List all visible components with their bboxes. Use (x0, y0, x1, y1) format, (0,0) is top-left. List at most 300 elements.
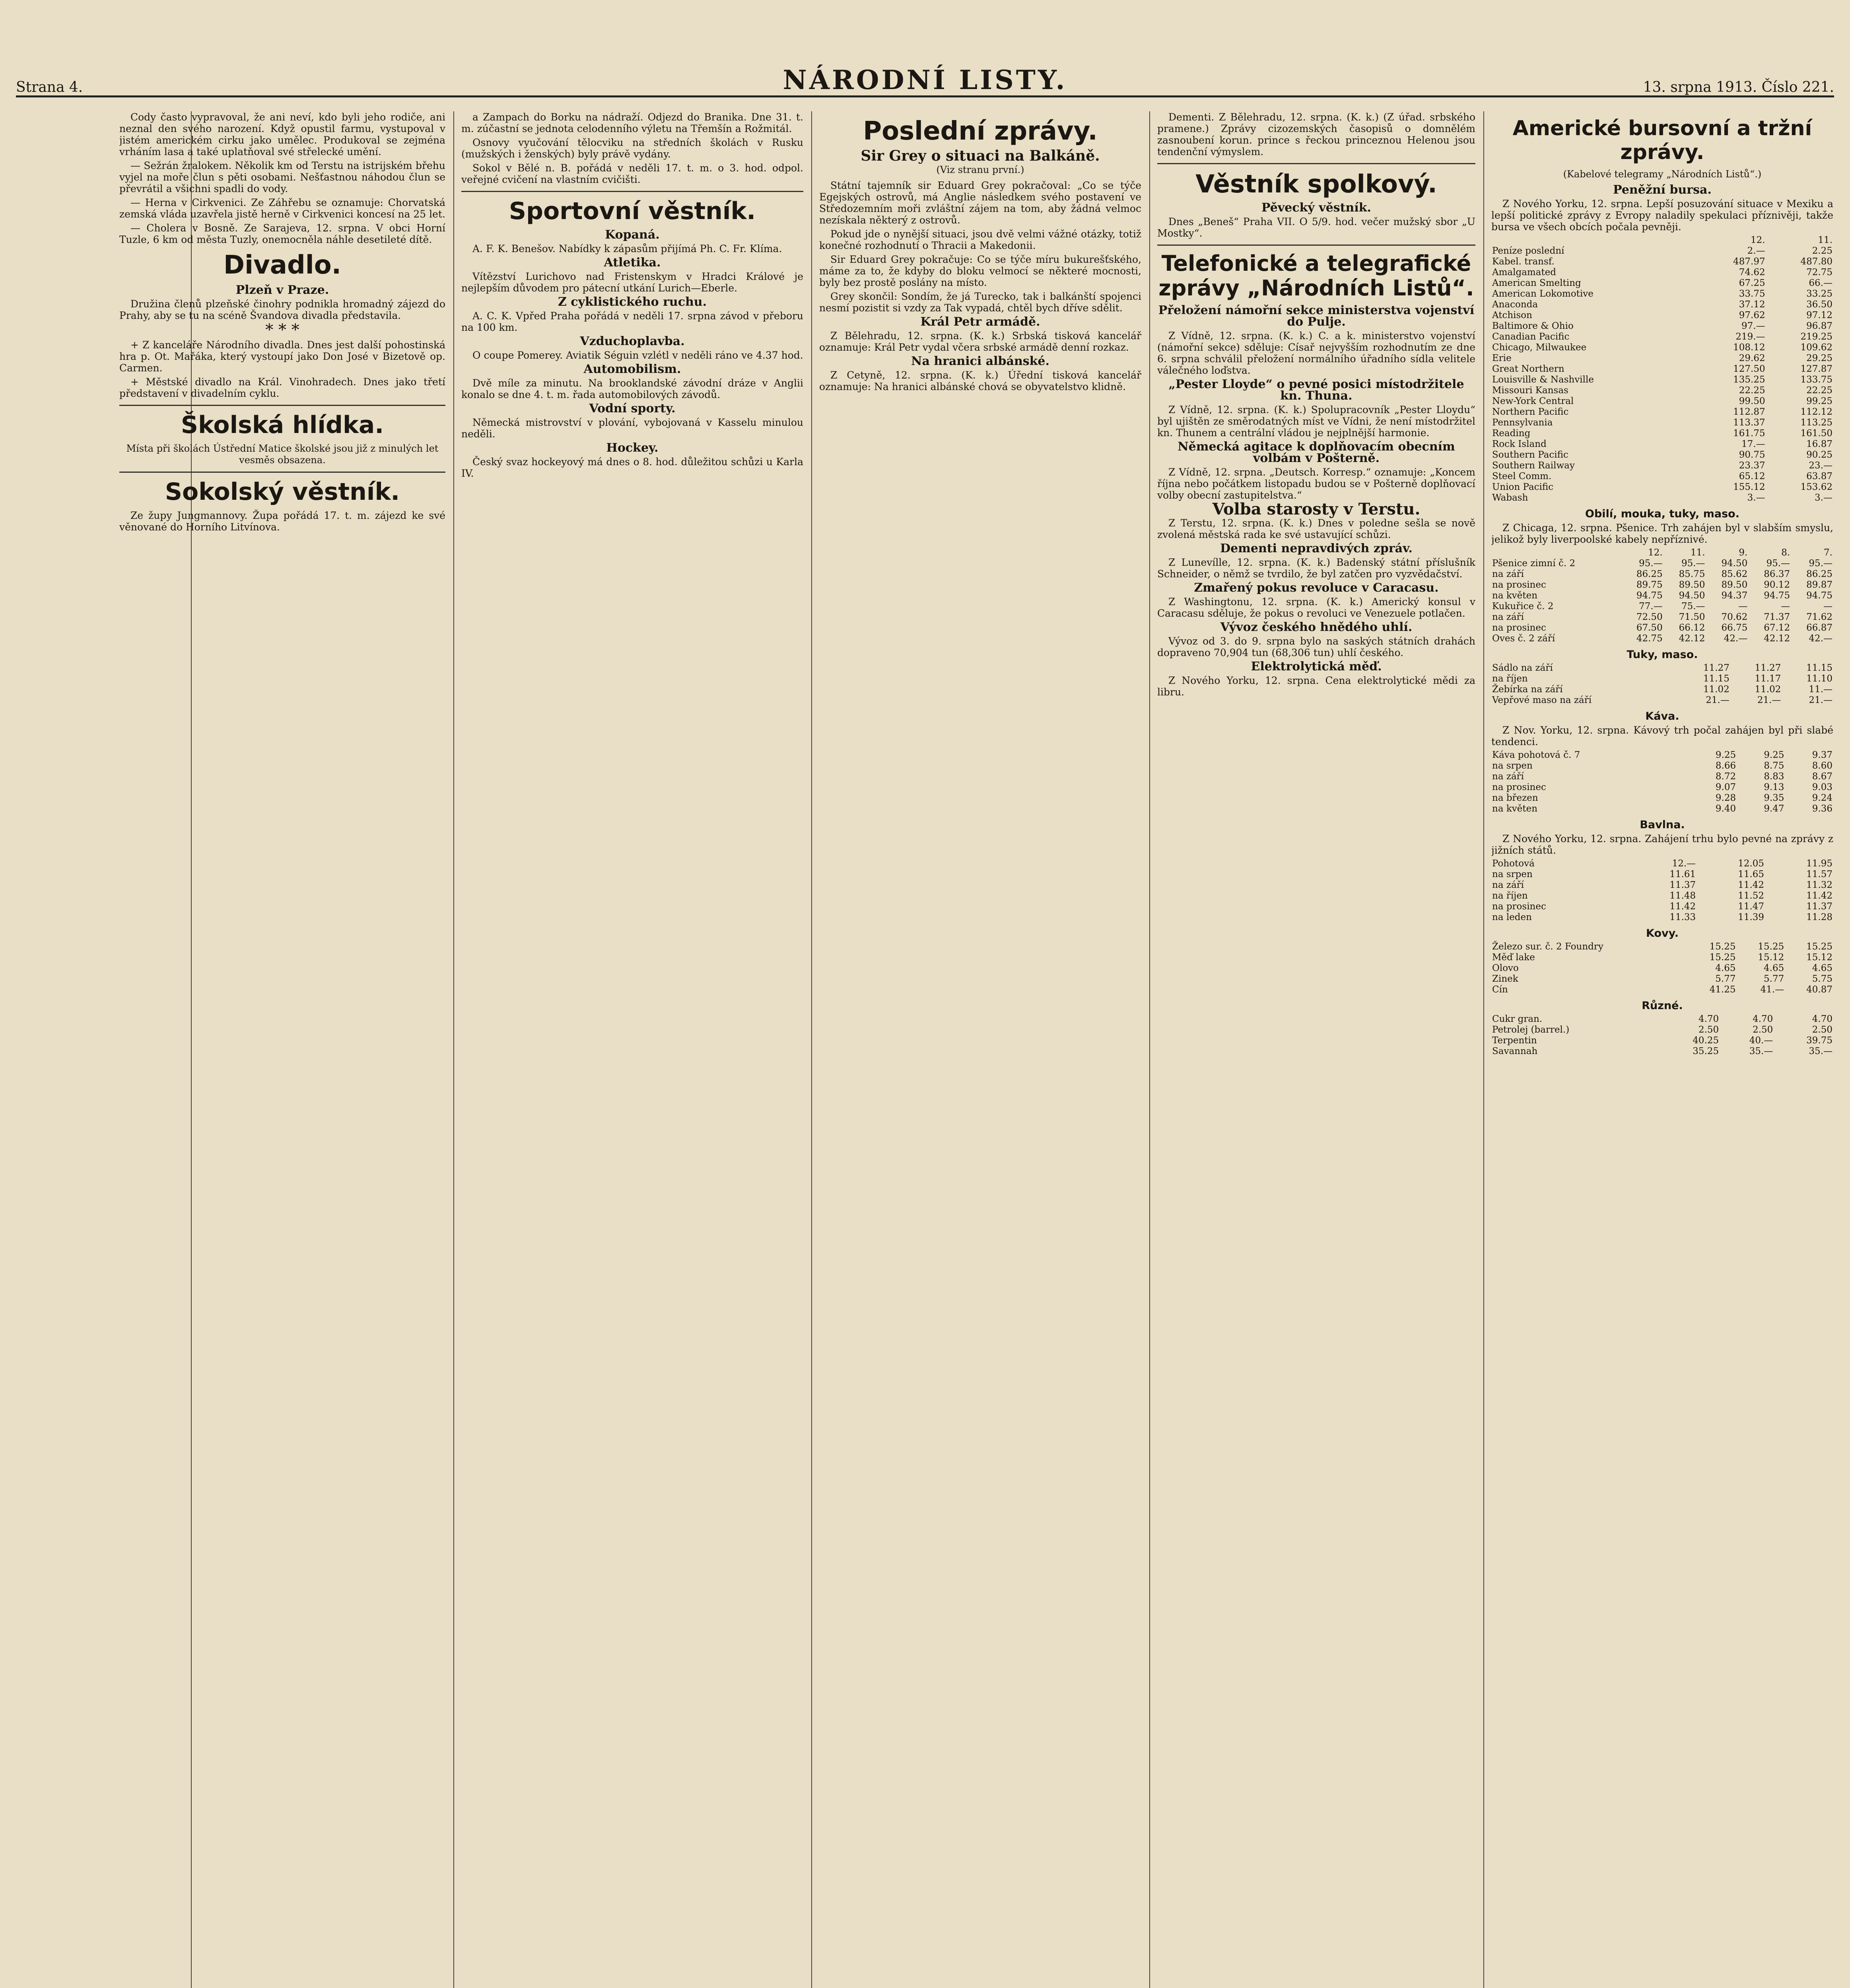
table-row (1491, 385, 1833, 396)
article-text: + Z kanceláře Národního divadla. Dnes jest další pohostinská hra p. Ot. Mařáka, který vystoupí jako Don José v Bizetově op. Carmen. (119, 339, 445, 374)
table-cell-value: 11.32 (1806, 879, 1833, 890)
table-cell-value: 65.12 (1739, 471, 1765, 481)
table-cell-value: 15.12 (1806, 952, 1833, 963)
article-text: Dvě míle za minutu. Na brooklandské závodní dráze v Anglii konalo se dne 4. t. m. řada automobilových závodů. (461, 377, 803, 400)
table-cell-value: 94.37 (1721, 590, 1748, 601)
table-row (1491, 342, 1833, 353)
table-cell-value: 11.95 (1806, 858, 1833, 869)
table-cell-value: 8.60 (1812, 760, 1833, 771)
table-cell-label: Terpentin (1492, 1035, 1537, 1046)
table-cell-value: 40.— (1749, 1035, 1773, 1046)
subheading: Kovy. (1646, 927, 1679, 940)
table-cell-value: 22.25 (1806, 385, 1833, 396)
table-cell-value: 11.28 (1806, 912, 1833, 922)
table-cell-label: Wabash (1492, 492, 1528, 503)
table-cell-value: 89.50 (1721, 579, 1748, 590)
table-cell-value: 9.40 (1715, 803, 1736, 814)
table-cell-value: 8.66 (1715, 760, 1736, 771)
subheading: Volba starosty v Terstu. (1212, 500, 1421, 519)
table-cell-value: 94.75 (1636, 590, 1663, 601)
table-cell-value: 127.50 (1733, 363, 1765, 374)
table-row (1491, 256, 1833, 267)
article-text: A. F. K. Benešov. Nabídky k zápasům přijímá Ph. C. Fr. Klíma. (472, 243, 782, 254)
subheading: Místa při školách Ústřední Matice školské jsou již z minulých let vesměs obsazena. (126, 443, 439, 466)
table-row (1491, 569, 1833, 580)
table-cell-value: 2.50 (1698, 1024, 1719, 1035)
table-row (1491, 633, 1833, 644)
table-cell-value: 21.— (1706, 695, 1730, 705)
table-row (1491, 761, 1833, 771)
table-cell-value: 95.— (1809, 558, 1833, 569)
subheading: Pěvecký věstník. (1261, 201, 1371, 215)
subheading: Kopaná. (605, 228, 660, 242)
table-cell-label: na říjen (1492, 890, 1528, 901)
table-row (1491, 558, 1833, 569)
table-cell-value: 9. (1739, 547, 1748, 558)
table-cell-label: Chicago, Milwaukee (1492, 342, 1587, 353)
subheading: Káva. (1645, 710, 1679, 722)
table-cell-value: 77.— (1639, 601, 1663, 612)
table-cell-label: Erie (1492, 353, 1512, 363)
section-heading-skolska: Školská hlídka. (181, 411, 384, 439)
table-cell-value: 133.75 (1800, 374, 1833, 385)
table-cell-value: 11.33 (1669, 912, 1696, 922)
table-cell-label: Southern Pacific (1492, 449, 1568, 460)
cotton-table (1491, 858, 1833, 923)
article-text: Z Chicaga, 12. srpna. Pšenice. Trh zahájen byl v slabším smyslu, jelikož byly liverpoolské kabely nepříznivé. (1491, 522, 1833, 545)
table-cell-value: 42.— (1809, 633, 1833, 644)
article-text: Pokud jde o nynější situaci, jsou dvě velmi vážné otázky, totiž konečné rozhodnutí o Thracii a Makedonii. (819, 228, 1141, 251)
divider (1157, 245, 1475, 246)
table-cell-value: 2.50 (1753, 1024, 1773, 1035)
table-cell-label: Rock Island (1492, 439, 1547, 449)
table-cell-label: Pohotová (1492, 858, 1535, 869)
page-number: Strana 4. (16, 79, 83, 95)
table-row (1491, 793, 1833, 804)
table-cell-value: 23.— (1809, 460, 1833, 471)
table-cell-label: New-York Central (1492, 396, 1574, 406)
subheading: Na hranici albánské. (911, 354, 1049, 368)
table-cell-value: 15.25 (1709, 952, 1736, 963)
table-cell-value: 8.75 (1764, 760, 1784, 771)
table-cell-label: Sádlo na září (1492, 662, 1553, 673)
table-cell-value: 11.— (1809, 684, 1833, 695)
table-cell-value: 8. (1781, 547, 1790, 558)
table-cell-value: 94.50 (1679, 590, 1705, 601)
table-cell-label: na září (1492, 612, 1524, 622)
table-row (1491, 353, 1833, 364)
table-row (1491, 750, 1833, 761)
table-cell-value: 9.47 (1764, 803, 1784, 814)
table-cell-value: 113.37 (1733, 417, 1765, 428)
table-row (1491, 612, 1833, 623)
subheading: Král Petr armádě. (920, 315, 1040, 329)
table-cell-value: 9.28 (1715, 792, 1736, 803)
divider (119, 405, 445, 406)
subheading: Atletika. (604, 256, 661, 270)
table-cell-value: 99.50 (1739, 396, 1765, 406)
section-heading-sokol: Sokolský věstník. (165, 478, 400, 506)
table-cell-value: 11.15 (1703, 673, 1730, 684)
table-row (1491, 417, 1833, 428)
table-cell-value: 7. (1824, 547, 1833, 558)
table-cell-value: 9.13 (1764, 782, 1784, 792)
grain-table (1491, 547, 1833, 644)
table-cell-value: 5.77 (1715, 973, 1736, 984)
table-cell-value: 11.15 (1806, 662, 1833, 673)
column-1 (119, 111, 445, 1988)
table-row (1491, 299, 1833, 310)
subheading: Různé. (1642, 999, 1683, 1012)
divider (119, 472, 445, 473)
article-text: Vývoz od 3. do 9. srpna bylo na saských státních drahách dopraveno 70,904 tun (68,306 tun) uhlí českého. (1157, 635, 1475, 659)
table-cell-value: 39.75 (1806, 1035, 1833, 1046)
table-row (1491, 493, 1833, 503)
table-cell-value: 2.50 (1812, 1024, 1833, 1035)
table-cell-value: 11.02 (1755, 684, 1781, 695)
table-row (1491, 869, 1833, 880)
column-rule (1483, 111, 1484, 1988)
table-row (1491, 804, 1833, 814)
table-row (1491, 407, 1833, 417)
masthead-title: NÁRODNÍ LISTY. (783, 64, 1067, 95)
table-cell-value: 85.62 (1721, 569, 1748, 579)
table-cell-label: Kabel. transf. (1492, 256, 1555, 267)
table-cell-value: 66.87 (1806, 622, 1833, 633)
article-text: Státní tajemník sir Eduard Grey pokračoval: „Co se týče Egejských ostrovů, má Anglie následkem svého postavení ve Středozemním moři zvláštní zájem na tom, aby žádná velmoc nezískala některý z ostrovů. (819, 179, 1141, 226)
table-row (1491, 428, 1833, 439)
table-cell-value: 90.12 (1764, 579, 1790, 590)
table-cell-value: 153.62 (1800, 481, 1833, 492)
article-text: — Herna v Cirkvenici. Ze Záhřebu se oznamuje: Chorvatská zemská vláda uzavřela jistě herně v Cirkvenici koncesí na 25 let. (119, 197, 445, 220)
table-cell-label: na březen (1492, 792, 1538, 803)
subheading: Vodní sporty. (589, 402, 676, 415)
table-cell-value: 11.57 (1806, 869, 1833, 879)
table-cell-value: 127.87 (1800, 363, 1833, 374)
table-cell-value: 11.47 (1738, 901, 1764, 912)
table-cell-value: 135.25 (1733, 374, 1765, 385)
column-3 (819, 111, 1141, 1988)
table-cell-value: 11. (1690, 547, 1705, 558)
table-cell-value: 4.65 (1715, 963, 1736, 973)
article-text: Grey skončil: Sondím, že já Turecko, tak i balkánští spojenci nesmí pozistit si vzdy za Tak vypadá, chtěl bych dříve sdělit. (819, 290, 1141, 314)
table-cell-value: 9.35 (1764, 792, 1784, 803)
table-cell-value: 11. (1818, 235, 1833, 245)
table-cell-value: 11.37 (1806, 901, 1833, 912)
table-row (1491, 684, 1833, 695)
article-text: Sir Eduard Grey pokračuje: Co se týče míru bukurešťského, máme za to, že kdyby do bloku velmocí se některé mocnosti, byly bez prostě poslány na místo. (819, 253, 1141, 288)
table-cell-value: 23.37 (1739, 460, 1765, 471)
table-cell-value: 66.— (1809, 278, 1833, 288)
column-rule (1149, 111, 1150, 1988)
table-row (1491, 289, 1833, 299)
subheading: Peněžní bursa. (1613, 182, 1712, 197)
table-cell-value: 63.87 (1806, 471, 1833, 481)
divider (461, 191, 803, 192)
table-cell-value: 11.10 (1806, 673, 1833, 684)
table-cell-value: 21.— (1809, 695, 1833, 705)
table-cell-label: Olovo (1492, 963, 1519, 973)
table-cell-value: 72.75 (1806, 267, 1833, 278)
subheading: Vývoz českého hnědého uhlí. (1220, 620, 1413, 635)
table-row (1491, 1046, 1833, 1057)
issue-date: 13. srpna 1913. Číslo 221. (1643, 79, 1834, 95)
article-text: Sokol v Bělé n. B. pořádá v neděli 17. t. m. o 3. hod. odpol. veřejné cvičení na vlastním cvičišti. (461, 162, 803, 185)
table-cell-value: 94.50 (1721, 558, 1748, 569)
table-cell-value: 42.— (1724, 633, 1748, 644)
table-cell-label: Great Northern (1492, 363, 1564, 374)
article-text: — Sežrán žralokem. Několik km od Terstu na istrijském břehu vyjel na moře člun s pěti osobami. Nešťastnou náhodou člun se převrátil a všichni spadli do vody. (119, 160, 445, 194)
subheading: Německá agitace k doplňovacím obecním volbám v Pošterně. (1178, 440, 1455, 466)
table-cell-label: na říjen (1492, 673, 1528, 684)
table-cell-value: 11.27 (1703, 662, 1730, 673)
stock-table (1491, 235, 1833, 503)
table-cell-label: Železo sur. č. 2 Foundry (1492, 941, 1603, 952)
table-cell-value: — (1781, 601, 1790, 612)
table-row (1491, 858, 1833, 869)
table-cell-value: 9.25 (1764, 749, 1784, 760)
subheading: Bavlna. (1640, 818, 1685, 831)
divider (1157, 163, 1475, 164)
table-cell-label: na prosinec (1492, 782, 1546, 792)
article-text: Z Cetyně, 12. srpna. (K. k.) Úřední tisková kancelář oznamuje: Na hranici albánské chová se obyvatelstvo klidně. (819, 369, 1141, 392)
table-row (1491, 278, 1833, 289)
table-row (1491, 891, 1833, 901)
table-cell-value: 4.70 (1698, 1013, 1719, 1024)
subheading: Plzeň v Praze. (235, 283, 329, 297)
table-cell-label: Vepřové maso na září (1492, 695, 1592, 705)
table-cell-value: 15.25 (1709, 941, 1736, 952)
table-cell-value: 33.75 (1739, 288, 1765, 299)
table-cell-value: 21.— (1757, 695, 1781, 705)
table-cell-value: 15.12 (1758, 952, 1784, 963)
table-cell-label: Northern Pacific (1492, 406, 1569, 417)
table-cell-value: 85.75 (1679, 569, 1705, 579)
table-cell-label: Amalgamated (1492, 267, 1557, 278)
table-cell-label: Petrolej (barrel.) (1492, 1024, 1570, 1035)
table-cell-value: 99.25 (1806, 396, 1833, 406)
table-row (1491, 590, 1833, 601)
separator-stars: * * * (265, 320, 299, 339)
section-heading-telegraf: Telefonické a telegrafické zprávy „Národních Listů“. (1158, 251, 1474, 301)
article-text: — Cholera v Bosně. Ze Sarajeva, 12. srpna. V obci Horní Tuzle, 6 km od města Tuzly, onemocněla náhle desetileté dítě. (119, 222, 445, 245)
table-cell-label: Měď lake (1492, 952, 1535, 963)
article-text: Družina členů plzeňské činohry podnikla hromadný zájezd do Prahy, aby se tu na scéně Švandova divadla představila. (119, 298, 445, 321)
table-cell-value: 11.48 (1669, 890, 1696, 901)
fats-table (1491, 663, 1833, 706)
section-heading-posledni: Poslední zprávy. (863, 116, 1098, 146)
table-row (1491, 246, 1833, 256)
article-text: Cody často vypravoval, že ani neví, kdo byli jeho rodiče, ani neznal den svého narození. Když opustil farmu, vystupoval v jistém americkém cirku jako umělec. Produkoval se zejména vrháním lasa a také uplatňoval své střelecké umění. (119, 111, 445, 157)
table-cell-value: — (1823, 601, 1833, 612)
metals-table (1491, 942, 1833, 995)
table-cell-label: Missouri Kansas (1492, 385, 1568, 396)
table-row (1491, 942, 1833, 952)
subheading: „Pester Lloyde“ o pevné posici místodržitele kn. Thuna. (1168, 377, 1464, 403)
article-text: Český svaz hockeyový má dnes o 8. hod. důležitou schůzi u Karla IV. (461, 456, 803, 479)
table-cell-value: 11.42 (1738, 879, 1764, 890)
table-cell-label: American Lokomotive (1492, 288, 1593, 299)
article-text: Z Nového Yorku, 12. srpna. Cena elektrolytické mědi za libru. (1157, 675, 1475, 698)
table-cell-value: 9.24 (1812, 792, 1833, 803)
subheading-note: (Viz stranu první.) (936, 164, 1024, 175)
table-cell-value: 29.62 (1739, 353, 1765, 363)
article-text: + Městské divadlo na Král. Vinohradech. Dnes jako třetí představení v divadelním cyklu. (119, 376, 445, 399)
subheading: Elektrolytická měď. (1251, 660, 1382, 674)
column-2 (461, 111, 803, 1988)
article-text: Vítězství Lurichovo nad Fristenskym v Hradci Králové je nejlepším důvodem pro pátecní utkání Lurich—Eberle. (461, 271, 803, 294)
table-cell-value: 97.— (1741, 320, 1765, 331)
table-row (1491, 450, 1833, 460)
table-cell-value: 67.25 (1739, 278, 1765, 288)
section-heading-sport: Sportovní věstník. (509, 197, 756, 225)
table-row (1491, 963, 1833, 974)
table-cell-label: na září (1492, 569, 1524, 579)
table-row (1491, 310, 1833, 321)
table-cell-value: 89.87 (1806, 579, 1833, 590)
table-row (1491, 471, 1833, 482)
table-cell-value: 487.97 (1733, 256, 1765, 267)
table-cell-value: 9.37 (1812, 749, 1833, 760)
article-text: Z Nového Yorku, 12. srpna. Zahájení trhu bylo pevné na zprávy z jižních států. (1491, 833, 1833, 856)
subheading: Vzduchoplavba. (580, 334, 685, 348)
column-5 (1491, 111, 1833, 1988)
table-cell-value: 109.62 (1800, 342, 1833, 353)
table-cell-value: 16.87 (1806, 439, 1833, 449)
table-cell-value: 94.75 (1806, 590, 1833, 601)
table-cell-label: Cukr gran. (1492, 1013, 1543, 1024)
table-cell-value: 12.— (1672, 858, 1696, 869)
table-cell-value: 8.72 (1715, 771, 1736, 782)
table-row (1491, 880, 1833, 891)
table-row (1491, 332, 1833, 342)
table-cell-label: Pennsylvania (1492, 417, 1553, 428)
table-cell-label: Anaconda (1492, 299, 1538, 310)
table-row (1491, 663, 1833, 674)
table-cell-value: 108.12 (1733, 342, 1765, 353)
article-text: Z Vídně, 12. srpna. (K. k.) Spolupracovník „Pester Lloydu“ byl ujištěn ze směrodatných míst ve Vídni, že není místodržitel kn. Thunem a centrální vládou je nejplnější harmonie. (1157, 404, 1475, 439)
article-text: a Zampach do Borku na nádraží. Odjezd do Branika. Dne 31. t. m. zúčastní se jednota celodenního výletu na Třemšín a Rožmitál. (461, 111, 803, 134)
subheading: Z cyklistického ruchu. (558, 295, 707, 309)
table-cell-value: 97.12 (1806, 310, 1833, 320)
table-row (1491, 952, 1833, 963)
table-cell-value: 89.50 (1679, 579, 1705, 590)
article-text: Z Terstu, 12. srpna. (K. k.) Dnes v poledne sešla se nově zvolená městská rada ke své ustavující schůzi. (1157, 517, 1475, 541)
table-cell-value: 11.02 (1703, 684, 1730, 695)
table-cell-label: na květen (1492, 803, 1538, 814)
subheading: Tuky, maso. (1627, 648, 1698, 661)
table-cell-value: 11.39 (1738, 912, 1764, 922)
table-cell-value: 96.87 (1806, 320, 1833, 331)
table-cell-value: 219.— (1735, 331, 1765, 342)
table-cell-value: 112.87 (1733, 406, 1765, 417)
table-cell-value: 8.67 (1812, 771, 1833, 782)
subheading: Obilí, mouka, tuky, maso. (1585, 507, 1739, 520)
table-cell-value: 35.— (1809, 1046, 1833, 1056)
table-cell-value: 17.— (1741, 439, 1765, 449)
table-cell-value: 12. (1648, 547, 1663, 558)
table-cell-label: Steel Comm. (1492, 471, 1552, 481)
table-row (1491, 901, 1833, 912)
table-cell-label: Pšenice zimní č. 2 (1492, 558, 1576, 569)
article-text: Z Vídně, 12. srpna. „Deutsch. Korresp.“ oznamuje: „Koncem října nebo počátkem listopadu budou se v Pošterně doplňovací volby obecní zastupitelstva.“ (1157, 466, 1475, 501)
column-rule (453, 111, 454, 1988)
table-cell-value: 5.75 (1812, 973, 1833, 984)
table-cell-label: Žebírka na září (1492, 684, 1563, 695)
table-row (1491, 1025, 1833, 1035)
table-cell-label: na leden (1492, 912, 1532, 922)
table-cell-value: 11.61 (1669, 869, 1696, 879)
table-row (1491, 460, 1833, 471)
table-row (1491, 267, 1833, 278)
table-cell-label: Oves č. 2 září (1492, 633, 1555, 644)
table-cell-label (1491, 547, 1621, 558)
running-header (16, 60, 1834, 97)
table-cell-label: na srpen (1492, 869, 1533, 879)
subheading: Sir Grey o situaci na Balkáně. (861, 147, 1100, 164)
table-cell-value: 95.— (1766, 558, 1790, 569)
table-row (1491, 375, 1833, 385)
table-cell-label: Cín (1492, 984, 1508, 995)
table-cell-label: na září (1492, 771, 1524, 782)
table-cell-value: 37.12 (1739, 299, 1765, 310)
table-cell-label: Reading (1492, 428, 1531, 439)
article-text: Dnes „Beneš“ Praha VII. O 5/9. hod. večer mužský sbor „U Mostky“. (1157, 216, 1475, 239)
table-cell-value: 42.75 (1636, 633, 1663, 644)
table-cell-value: 11.52 (1738, 890, 1764, 901)
table-cell-value: 11.42 (1669, 901, 1696, 912)
table-cell-value: 42.12 (1764, 633, 1790, 644)
table-cell-label: na srpen (1492, 760, 1533, 771)
table-cell-value: 90.25 (1806, 449, 1833, 460)
table-cell-value: 11.37 (1669, 879, 1696, 890)
table-row (1491, 235, 1833, 246)
table-cell-value: 74.62 (1739, 267, 1765, 278)
table-cell-value: 42.12 (1679, 633, 1705, 644)
subheading: (Kabelové telegramy „Národních Listů“.) (1563, 168, 1762, 180)
table-row (1491, 623, 1833, 633)
table-cell-value: 112.12 (1800, 406, 1833, 417)
table-cell-label: Union Pacific (1492, 481, 1554, 492)
section-heading-spolek: Věstník spolkový. (1195, 169, 1437, 198)
table-cell-value: 86.25 (1636, 569, 1663, 579)
subheading: Hockey. (606, 441, 659, 455)
table-cell-value: 9.07 (1715, 782, 1736, 792)
table-cell-label: na prosinec (1492, 622, 1546, 633)
article-text: Z Nov. Yorku, 12. srpna. Kávový trh počal zahájen byl při slabé tendenci. (1491, 724, 1833, 747)
table-cell-value: 35.— (1749, 1046, 1773, 1056)
table-cell-label: Baltimore & Ohio (1492, 320, 1574, 331)
table-cell-value: 41.25 (1709, 984, 1736, 995)
table-cell-value: 4.65 (1812, 963, 1833, 973)
table-row (1491, 580, 1833, 590)
table-row (1491, 1014, 1833, 1025)
table-cell-value: 35.25 (1693, 1046, 1719, 1056)
table-row (1491, 321, 1833, 332)
subheading: Automobilism. (583, 362, 681, 376)
table-cell-value: 12.05 (1738, 858, 1764, 869)
table-cell-value: 12. (1751, 235, 1765, 245)
table-cell-label: Peníze poslední (1492, 245, 1564, 256)
table-cell-value: 33.25 (1806, 288, 1833, 299)
table-row (1491, 547, 1833, 558)
table-cell-value: 67.50 (1636, 622, 1663, 633)
subheading: Přeložení námořní sekce ministerstva vojenství do Pulje. (1158, 303, 1475, 329)
table-cell-value: 75.— (1681, 601, 1705, 612)
article-text: Z Bělehradu, 12. srpna. (K. k.) Srbská tisková kancelář oznamuje: Král Petr vydal včera srbské armádě denní rozkaz. (819, 330, 1141, 353)
table-cell-label: na květen (1492, 590, 1538, 601)
table-cell-value: 161.50 (1800, 428, 1833, 439)
